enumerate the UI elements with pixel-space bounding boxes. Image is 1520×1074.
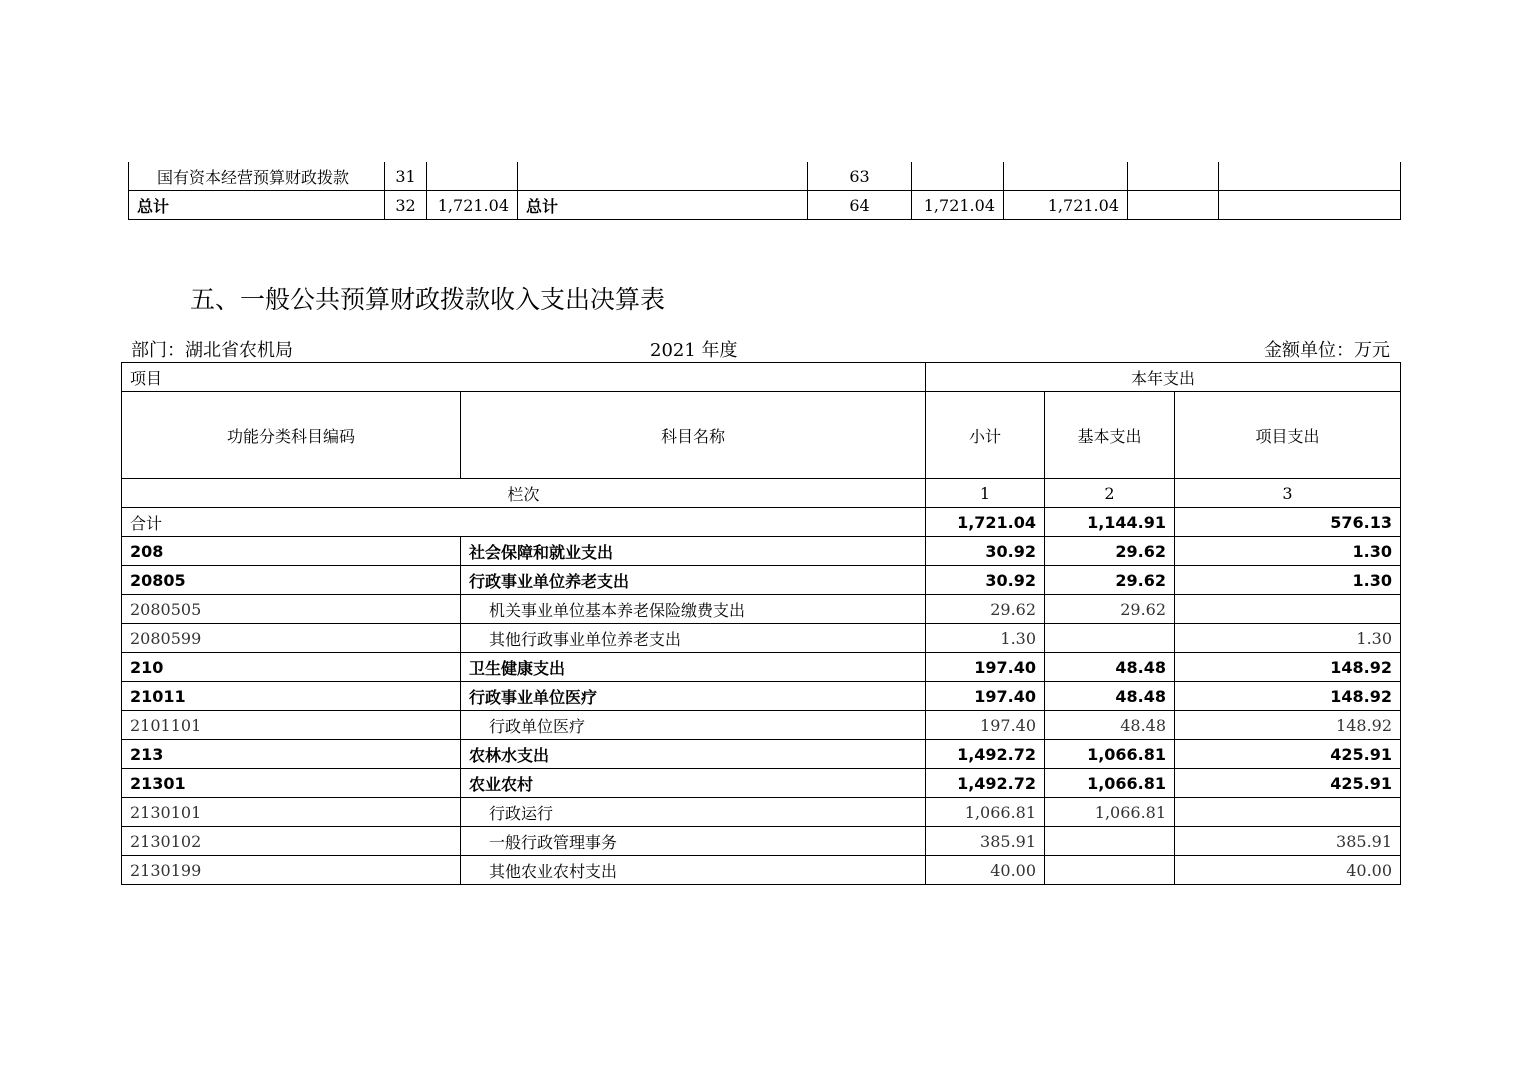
cell-basic: 1,066.81 bbox=[1045, 740, 1175, 769]
value-1 bbox=[912, 162, 1004, 191]
cell-project bbox=[1175, 595, 1401, 624]
cell-subtotal: 1,492.72 bbox=[926, 769, 1045, 798]
cell-basic: 1,066.81 bbox=[1045, 798, 1175, 827]
cell-code: 2080505 bbox=[122, 595, 461, 624]
cell-code: 2130199 bbox=[122, 856, 461, 885]
column-header-row bbox=[122, 392, 1401, 479]
value-2: 1,721.04 bbox=[1004, 191, 1128, 220]
cell-basic bbox=[1045, 856, 1175, 885]
cell-project: 40.00 bbox=[1175, 856, 1401, 885]
table-row bbox=[122, 711, 1401, 740]
cell-subtotal: 197.40 bbox=[926, 653, 1045, 682]
value-3 bbox=[1128, 162, 1219, 191]
cell-code: 213 bbox=[122, 740, 461, 769]
value-2 bbox=[1004, 162, 1128, 191]
col-project-header: 项目支出 bbox=[1175, 392, 1401, 479]
total-label: 合计 bbox=[122, 508, 926, 537]
cell-project: 148.92 bbox=[1175, 711, 1401, 740]
column-number-1: 1 bbox=[926, 479, 1045, 508]
table-row bbox=[122, 769, 1401, 798]
cell-basic: 1,066.81 bbox=[1045, 769, 1175, 798]
row-number: 31 bbox=[385, 162, 427, 191]
cell-basic: 29.62 bbox=[1045, 566, 1175, 595]
value-1: 1,721.04 bbox=[912, 191, 1004, 220]
cell-name: 行政单位医疗 bbox=[461, 711, 926, 740]
value-4 bbox=[1219, 191, 1401, 220]
table-row bbox=[122, 624, 1401, 653]
cell-project bbox=[1175, 798, 1401, 827]
right-label bbox=[518, 162, 808, 191]
row-label: 国有资本经营预算财政拨款 bbox=[129, 162, 385, 191]
cell-subtotal: 1,492.72 bbox=[926, 740, 1045, 769]
cell-code: 20805 bbox=[122, 566, 461, 595]
header-expense: 本年支出 bbox=[926, 363, 1401, 392]
unit-label: 金额单位：万元 bbox=[1264, 340, 1390, 361]
cell-subtotal: 29.62 bbox=[926, 595, 1045, 624]
cell-code: 21301 bbox=[122, 769, 461, 798]
header-project: 项目 bbox=[122, 363, 926, 392]
col-basic-header: 基本支出 bbox=[1045, 392, 1175, 479]
cell-name: 社会保障和就业支出 bbox=[461, 537, 926, 566]
table-row bbox=[122, 595, 1401, 624]
cell-subtotal: 197.40 bbox=[926, 682, 1045, 711]
cell-basic bbox=[1045, 827, 1175, 856]
cell-project: 385.91 bbox=[1175, 827, 1401, 856]
cell-project: 148.92 bbox=[1175, 682, 1401, 711]
cell-subtotal: 385.91 bbox=[926, 827, 1045, 856]
department-label: 部门：湖北省农机局 bbox=[131, 340, 293, 361]
table-row bbox=[122, 856, 1401, 885]
value-4 bbox=[1219, 162, 1401, 191]
cell-name: 其他行政事业单位养老支出 bbox=[461, 624, 926, 653]
cell-project: 1.30 bbox=[1175, 624, 1401, 653]
cell-code: 210 bbox=[122, 653, 461, 682]
cell-name: 行政事业单位医疗 bbox=[461, 682, 926, 711]
row-number-2: 63 bbox=[808, 162, 912, 191]
table-row bbox=[122, 566, 1401, 595]
cell-subtotal: 197.40 bbox=[926, 711, 1045, 740]
cell-subtotal: 30.92 bbox=[926, 537, 1045, 566]
cell-project: 1.30 bbox=[1175, 537, 1401, 566]
cell-name: 行政运行 bbox=[461, 798, 926, 827]
cell-subtotal: 1.30 bbox=[926, 624, 1045, 653]
cell-name: 行政事业单位养老支出 bbox=[461, 566, 926, 595]
budget-expenditure-table bbox=[121, 362, 1401, 885]
column-number-2: 2 bbox=[1045, 479, 1175, 508]
column-row-label: 栏次 bbox=[122, 479, 926, 508]
cell-project: 1.30 bbox=[1175, 566, 1401, 595]
cell-name: 机关事业单位基本养老保险缴费支出 bbox=[461, 595, 926, 624]
cell-basic bbox=[1045, 624, 1175, 653]
row-label: 总计 bbox=[129, 191, 385, 220]
cell-code: 2101101 bbox=[122, 711, 461, 740]
col-subtotal-header: 小计 bbox=[926, 392, 1045, 479]
cell-basic: 48.48 bbox=[1045, 653, 1175, 682]
total-subtotal: 1,721.04 bbox=[926, 508, 1045, 537]
col-code-header: 功能分类科目编码 bbox=[122, 392, 461, 479]
table-row bbox=[129, 162, 1401, 191]
cell-basic: 29.62 bbox=[1045, 537, 1175, 566]
row-amount: 1,721.04 bbox=[427, 191, 518, 220]
cell-name: 其他农业农村支出 bbox=[461, 856, 926, 885]
cell-subtotal: 40.00 bbox=[926, 856, 1045, 885]
cell-code: 208 bbox=[122, 537, 461, 566]
table-row bbox=[122, 798, 1401, 827]
table-row bbox=[122, 827, 1401, 856]
cell-basic: 48.48 bbox=[1045, 711, 1175, 740]
total-project: 576.13 bbox=[1175, 508, 1401, 537]
table-row bbox=[122, 682, 1401, 711]
prior-table-continuation bbox=[128, 162, 1401, 220]
cell-project: 148.92 bbox=[1175, 653, 1401, 682]
year-label: 2021 年度 bbox=[650, 340, 738, 361]
value-3 bbox=[1128, 191, 1219, 220]
total-basic: 1,144.91 bbox=[1045, 508, 1175, 537]
cell-name: 农业农村 bbox=[461, 769, 926, 798]
table-row bbox=[122, 740, 1401, 769]
cell-name: 卫生健康支出 bbox=[461, 653, 926, 682]
col-name-header: 科目名称 bbox=[461, 392, 926, 479]
cell-subtotal: 30.92 bbox=[926, 566, 1045, 595]
cell-project: 425.91 bbox=[1175, 740, 1401, 769]
total-row bbox=[122, 508, 1401, 537]
cell-subtotal: 1,066.81 bbox=[926, 798, 1045, 827]
cell-code: 21011 bbox=[122, 682, 461, 711]
row-number-2: 64 bbox=[808, 191, 912, 220]
cell-basic: 48.48 bbox=[1045, 682, 1175, 711]
column-number-row bbox=[122, 479, 1401, 508]
cell-basic: 29.62 bbox=[1045, 595, 1175, 624]
table-row bbox=[122, 537, 1401, 566]
right-label: 总计 bbox=[518, 191, 808, 220]
cell-name: 一般行政管理事务 bbox=[461, 827, 926, 856]
cell-name: 农林水支出 bbox=[461, 740, 926, 769]
table-row bbox=[122, 653, 1401, 682]
row-number: 32 bbox=[385, 191, 427, 220]
cell-code: 2130102 bbox=[122, 827, 461, 856]
header-row bbox=[122, 363, 1401, 392]
row-amount bbox=[427, 162, 518, 191]
cell-code: 2080599 bbox=[122, 624, 461, 653]
table-row bbox=[129, 191, 1401, 220]
cell-project: 425.91 bbox=[1175, 769, 1401, 798]
cell-code: 2130101 bbox=[122, 798, 461, 827]
section-title: 五、一般公共预算财政拨款收入支出决算表 bbox=[190, 285, 666, 314]
column-number-3: 3 bbox=[1175, 479, 1401, 508]
